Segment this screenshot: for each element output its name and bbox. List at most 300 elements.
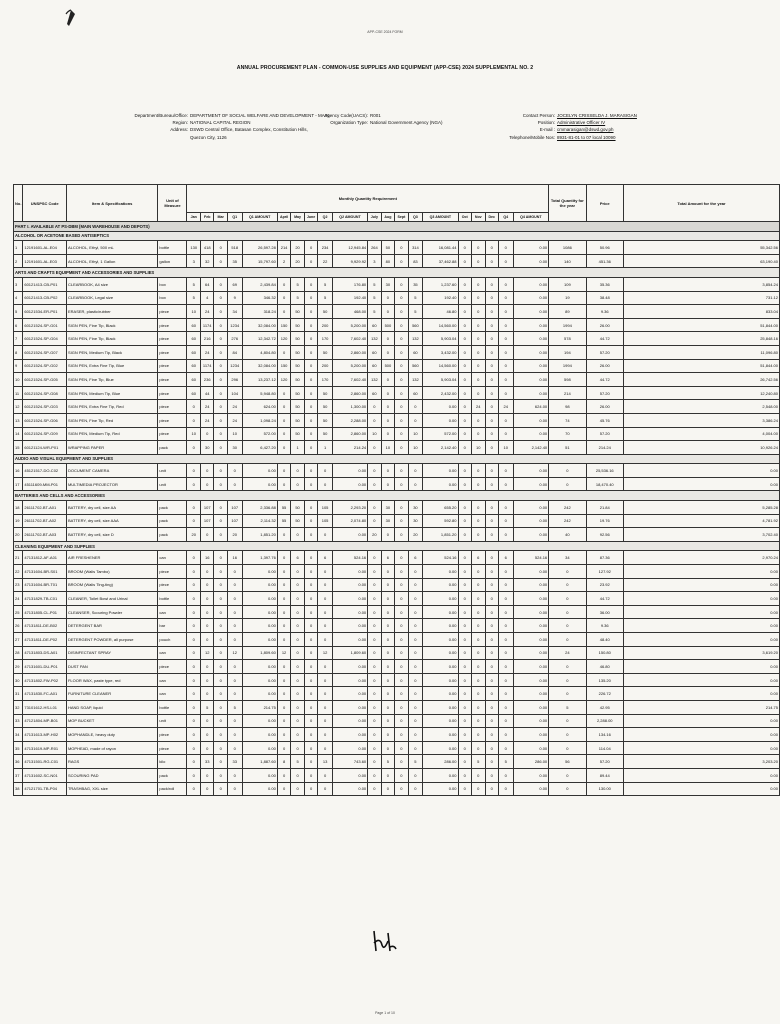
table-cell: 0: [291, 464, 305, 478]
table-cell: 13: [14, 413, 23, 427]
table-cell: DETERGENT BAR: [66, 619, 157, 633]
table-cell: 44.72: [586, 373, 623, 387]
table-cell: 32: [14, 700, 23, 714]
table-cell: 0: [458, 551, 472, 565]
table-cell: 0: [381, 373, 395, 387]
table-cell: 0: [472, 728, 486, 742]
table-cell: 5: [381, 755, 395, 769]
table-cell: 0.00: [423, 413, 458, 427]
table-cell: 0: [277, 578, 291, 592]
month-header: Q2 AMOUNT: [332, 213, 367, 222]
table-cell: 20: [291, 254, 305, 268]
month-header: Nov: [472, 213, 486, 222]
table-cell: 0: [304, 254, 318, 268]
table-cell: 0: [304, 441, 318, 455]
table-cell: 0: [485, 565, 499, 579]
table-cell: 0: [381, 700, 395, 714]
table-cell: 0: [472, 768, 486, 782]
table-cell: 0: [368, 413, 382, 427]
table-cell: 0: [187, 633, 201, 647]
month-header: April: [277, 213, 291, 222]
table-cell: 50: [291, 305, 305, 319]
table-cell: 9,929.92: [332, 254, 367, 268]
table-cell: 0: [472, 373, 486, 387]
table-cell: 114.04: [586, 741, 623, 755]
table-cell: 0: [549, 782, 586, 796]
table-cell: 0: [485, 277, 499, 291]
table-cell: 24: [14, 592, 23, 606]
table-cell: 8: [277, 755, 291, 769]
table-cell: 24: [227, 400, 242, 414]
table-cell: 1,851.20: [423, 528, 458, 542]
table-cell: 12: [200, 646, 214, 660]
table-cell: 0: [304, 673, 318, 687]
table-cell: 0: [304, 728, 318, 742]
table-cell: 655.20: [423, 501, 458, 515]
table-cell: 0: [214, 728, 228, 742]
table-cell: 0.00: [623, 477, 779, 491]
table-cell: 0: [187, 741, 201, 755]
table-cell: 0: [549, 633, 586, 647]
table-cell: 0: [200, 782, 214, 796]
month-header: Aug: [381, 213, 395, 222]
table-cell: 0: [368, 578, 382, 592]
table-cell: 0: [408, 741, 423, 755]
table-cell: 0: [499, 592, 514, 606]
table-cell: 9: [227, 291, 242, 305]
table-cell: 0: [458, 400, 472, 414]
table-cell: 0.00: [423, 660, 458, 674]
table-cell: 0: [472, 578, 486, 592]
table-cell: 0: [458, 241, 472, 255]
table-row: [14, 501, 780, 515]
table-cell: 0: [304, 633, 318, 647]
table-cell: 0: [187, 673, 201, 687]
table-cell: 60: [368, 345, 382, 359]
table-cell: 0: [318, 605, 333, 619]
table-row: [14, 673, 780, 687]
table-cell: 0: [485, 592, 499, 606]
table-cell: 3,432.00: [423, 345, 458, 359]
info-row: Position: Administrative Officer IV: [537, 120, 606, 126]
table-cell: 51: [549, 441, 586, 455]
table-cell: 11: [14, 386, 23, 400]
table-cell: 1,809.60: [332, 646, 367, 660]
table-cell: 0.00: [242, 464, 277, 478]
table-cell: 524.16: [423, 551, 458, 565]
table-cell: 16: [14, 464, 23, 478]
table-cell: CLEARBOOK, A4 size: [66, 277, 157, 291]
table-cell: 0.00: [513, 345, 549, 359]
table-cell: 12,945.84: [332, 241, 367, 255]
table-cell: 0: [499, 345, 514, 359]
procurement-table: [13, 184, 780, 796]
table-cell: 50: [381, 241, 395, 255]
table-cell: 10: [472, 441, 486, 455]
table-cell: 3: [14, 277, 23, 291]
table-cell: 24: [200, 345, 214, 359]
table-cell: 0: [227, 633, 242, 647]
table-cell: 0: [187, 441, 201, 455]
table-cell: 242: [549, 514, 586, 528]
header-no: No.: [14, 185, 23, 222]
table-cell: 0: [187, 514, 201, 528]
table-cell: 0.00: [332, 714, 367, 728]
section-heading-row: [14, 231, 780, 241]
table-cell: unit: [158, 464, 187, 478]
table-cell: 0: [304, 605, 318, 619]
table-cell: 55: [277, 514, 291, 528]
table-cell: 0: [214, 660, 228, 674]
table-cell: 0: [485, 477, 499, 491]
table-cell: 0.00: [513, 673, 549, 687]
table-cell: 0: [291, 782, 305, 796]
table-cell: 0: [408, 700, 423, 714]
table-cell: 0: [227, 619, 242, 633]
table-cell: 60121413-CB-P02: [23, 291, 67, 305]
table-cell: 0: [458, 291, 472, 305]
table-cell: 0: [200, 741, 214, 755]
table-cell: kilo: [158, 755, 187, 769]
table-cell: 518: [227, 241, 242, 255]
table-cell: 60121524-SP-G06: [23, 413, 67, 427]
table-cell: 0: [381, 646, 395, 660]
table-cell: 624.00: [242, 400, 277, 414]
table-cell: 32: [200, 254, 214, 268]
table-cell: 0: [318, 782, 333, 796]
table-cell: can: [158, 687, 187, 701]
table-cell: 40: [549, 528, 586, 542]
table-cell: 21.84: [586, 501, 623, 515]
table-cell: 5: [408, 291, 423, 305]
table-cell: 0: [485, 605, 499, 619]
table-cell: 15: [14, 441, 23, 455]
table-cell: 5: [187, 277, 201, 291]
table-cell: 0: [368, 477, 382, 491]
table-cell: 0: [472, 291, 486, 305]
table-cell: 14,560.00: [423, 359, 458, 373]
table-cell: 0.00: [332, 633, 367, 647]
table-cell: 0: [368, 768, 382, 782]
table-cell: piece: [158, 305, 187, 319]
table-cell: 0: [200, 477, 214, 491]
table-cell: 0: [381, 673, 395, 687]
table-cell: 50: [318, 305, 333, 319]
table-cell: pack: [158, 501, 187, 515]
table-cell: 0: [381, 386, 395, 400]
table-cell: 318.24: [242, 305, 277, 319]
header-amount: Total Amount for the year: [623, 185, 779, 222]
table-cell: 10: [187, 305, 201, 319]
table-cell: unit: [158, 714, 187, 728]
table-cell: 50: [318, 413, 333, 427]
table-cell: 0: [304, 741, 318, 755]
table-cell: 0.00: [513, 633, 549, 647]
table-cell: 5: [14, 305, 23, 319]
table-cell: 214: [277, 241, 291, 255]
table-cell: 0: [485, 619, 499, 633]
table-cell: 0.00: [423, 400, 458, 414]
table-cell: 0: [499, 673, 514, 687]
table-cell: 7,602.40: [332, 373, 367, 387]
table-cell: 0: [381, 427, 395, 441]
table-cell: 0.00: [423, 592, 458, 606]
table-cell: 0.00: [513, 332, 549, 346]
table-cell: 30: [227, 441, 242, 455]
table-cell: 3,854.24: [623, 277, 779, 291]
table-cell: 2,970.24: [623, 551, 779, 565]
table-cell: 0: [485, 332, 499, 346]
table-cell: 0: [458, 277, 472, 291]
table-cell: 0: [395, 741, 409, 755]
table-cell: 0.00: [623, 728, 779, 742]
table-cell: 24: [499, 400, 514, 414]
table-cell: 1,098.24: [242, 413, 277, 427]
table-cell: 0: [458, 305, 472, 319]
table-cell: 1,300.00: [332, 400, 367, 414]
table-cell: 0: [549, 619, 586, 633]
table-cell: 0: [304, 345, 318, 359]
table-cell: 0: [304, 782, 318, 796]
table-cell: DOCUMENT CAMERA: [66, 464, 157, 478]
table-row: [14, 528, 780, 542]
table-cell: 0: [408, 592, 423, 606]
table-row: [14, 687, 780, 701]
table-cell: 0: [499, 660, 514, 674]
month-header: Q2: [318, 213, 333, 222]
table-cell: 226.72: [586, 687, 623, 701]
table-cell: 1,397.76: [242, 551, 277, 565]
table-cell: 0: [499, 605, 514, 619]
table-cell: 3: [187, 254, 201, 268]
table-cell: 2,439.84: [242, 277, 277, 291]
table-cell: 0.00: [332, 782, 367, 796]
table-cell: 0: [291, 768, 305, 782]
table-cell: 0: [485, 373, 499, 387]
table-cell: 0: [277, 714, 291, 728]
table-cell: 60: [368, 386, 382, 400]
table-cell: 0.00: [332, 528, 367, 542]
table-cell: 0: [187, 660, 201, 674]
table-cell: 0: [472, 345, 486, 359]
table-cell: 0: [381, 291, 395, 305]
table-cell: 0: [381, 565, 395, 579]
table-cell: 0: [214, 633, 228, 647]
table-cell: 0: [499, 741, 514, 755]
table-cell: 0: [472, 673, 486, 687]
table-cell: 26111702-BT-A03: [23, 528, 67, 542]
table-cell: 30: [381, 501, 395, 515]
table-cell: 45.76: [586, 413, 623, 427]
table-cell: SIGN PEN, Medium Tip, Red: [66, 427, 157, 441]
table-cell: 0: [472, 305, 486, 319]
table-cell: 63,190.40: [623, 254, 779, 268]
table-cell: 0.00: [623, 782, 779, 796]
table-cell: 5: [187, 291, 201, 305]
table-cell: 25: [14, 605, 23, 619]
table-cell: MOPHEAD, made of rayon: [66, 741, 157, 755]
table-cell: 0: [549, 578, 586, 592]
table-cell: 0: [499, 291, 514, 305]
table-cell: 0: [499, 386, 514, 400]
table-cell: 0: [408, 464, 423, 478]
table-cell: 0: [214, 605, 228, 619]
table-cell: 0: [304, 477, 318, 491]
table-cell: 0: [395, 782, 409, 796]
table-cell: box: [158, 277, 187, 291]
table-cell: 13: [318, 755, 333, 769]
table-cell: 0: [277, 700, 291, 714]
table-cell: 1,851.20: [242, 528, 277, 542]
table-cell: 87.36: [586, 551, 623, 565]
table-cell: 0: [304, 241, 318, 255]
table-cell: 150: [277, 359, 291, 373]
table-cell: 60121534-ER-P01: [23, 305, 67, 319]
contact-info: [475, 112, 637, 141]
table-cell: 0: [318, 633, 333, 647]
table-cell: 0: [499, 768, 514, 782]
table-row: [14, 755, 780, 769]
table-cell: 24: [472, 400, 486, 414]
table-cell: pack: [158, 441, 187, 455]
table-cell: BATTERY, dry cell, size AA: [66, 501, 157, 515]
table-cell: DISINFECTANT SPRAY: [66, 646, 157, 660]
table-cell: 0.00: [332, 464, 367, 478]
table-cell: 418: [200, 241, 214, 255]
table-cell: 0: [499, 714, 514, 728]
table-cell: 0: [499, 619, 514, 633]
table-row: [14, 605, 780, 619]
table-cell: 60121524-SP-G08: [23, 386, 67, 400]
table-cell: 0: [458, 477, 472, 491]
table-cell: 9.36: [586, 619, 623, 633]
table-cell: 0: [304, 565, 318, 579]
section-heading: ALCOHOL OR ACETONE BASED ANTISEPTICS: [14, 231, 780, 241]
table-cell: 0: [277, 345, 291, 359]
table-cell: 60: [408, 386, 423, 400]
table-cell: 15,797.60: [242, 254, 277, 268]
table-cell: 0: [214, 687, 228, 701]
table-cell: 16: [227, 551, 242, 565]
table-cell: 0: [381, 728, 395, 742]
table-cell: 0: [187, 782, 201, 796]
table-cell: 5: [291, 291, 305, 305]
table-cell: 598: [549, 373, 586, 387]
table-cell: 44.72: [586, 592, 623, 606]
table-cell: 10: [408, 441, 423, 455]
table-cell: 0: [499, 477, 514, 491]
table-cell: SIGN PEN, Fine Tip, Blue: [66, 373, 157, 387]
table-cell: 0.00: [242, 714, 277, 728]
table-cell: 0: [485, 687, 499, 701]
table-cell: 0: [395, 413, 409, 427]
table-cell: 0: [304, 714, 318, 728]
table-cell: 0.00: [513, 646, 549, 660]
part-heading: PART I. AVAILABLE AT PS-DBM (MAIN WAREHOUSE AND DEPOTS): [14, 222, 780, 232]
table-cell: 0: [277, 619, 291, 633]
month-header: Sept: [395, 213, 409, 222]
table-cell: 0: [485, 700, 499, 714]
table-cell: 0: [395, 646, 409, 660]
info-row: Organization Type: National Government Agency (NGA): [330, 120, 443, 126]
table-cell: 0: [472, 619, 486, 633]
table-cell: 0.00: [423, 714, 458, 728]
header-code: UNSPSC Code: [23, 185, 67, 222]
table-row: [14, 332, 780, 346]
table-cell: 47121804-MP-B01: [23, 714, 67, 728]
table-cell: 0: [395, 359, 409, 373]
month-header: Mar: [214, 213, 228, 222]
table-cell: 0: [408, 728, 423, 742]
table-cell: 0: [485, 501, 499, 515]
section-heading-row: [14, 268, 780, 278]
table-cell: 3,619.20: [623, 646, 779, 660]
section-heading-row: [14, 541, 780, 551]
table-cell: 0: [485, 578, 499, 592]
table-cell: BATTERY, dry cell, size D: [66, 528, 157, 542]
table-cell: 0.00: [623, 619, 779, 633]
table-cell: 0: [395, 633, 409, 647]
table-cell: 0.00: [332, 619, 367, 633]
table-cell: piece: [158, 413, 187, 427]
table-cell: 23.92: [586, 578, 623, 592]
table-cell: ERASER, plastic/rubber: [66, 305, 157, 319]
table-cell: 0: [458, 565, 472, 579]
table-cell: 0: [277, 464, 291, 478]
table-cell: 33: [200, 755, 214, 769]
table-cell: 0.00: [623, 687, 779, 701]
table-cell: 0: [408, 413, 423, 427]
table-cell: 216: [200, 332, 214, 346]
table-cell: 57.20: [586, 427, 623, 441]
table-row: [14, 565, 780, 579]
table-cell: 0: [200, 592, 214, 606]
table-cell: 0: [304, 413, 318, 427]
table-cell: bottle: [158, 700, 187, 714]
table-cell: 2,548.00: [623, 400, 779, 414]
table-cell: 30: [381, 514, 395, 528]
table-cell: 0: [458, 332, 472, 346]
table-cell: 0: [277, 386, 291, 400]
table-cell: 0: [318, 565, 333, 579]
table-cell: 0: [458, 728, 472, 742]
table-cell: 1,809.60: [242, 646, 277, 660]
table-row: [14, 578, 780, 592]
table-cell: 0: [395, 400, 409, 414]
table-cell: 0: [381, 592, 395, 606]
table-cell: 0: [549, 605, 586, 619]
table-cell: SIGN PEN, Fine Tip, Black: [66, 332, 157, 346]
table-cell: 0.00: [242, 633, 277, 647]
table-cell: 0: [408, 619, 423, 633]
table-cell: 30: [381, 277, 395, 291]
table-cell: 0: [472, 427, 486, 441]
table-cell: 214.24: [332, 441, 367, 455]
table-cell: 47131802-FW-P02: [23, 673, 67, 687]
table-cell: 32,084.00: [242, 359, 277, 373]
table-cell: 134.16: [586, 728, 623, 742]
table-cell: 5: [200, 700, 214, 714]
table-cell: 0: [187, 592, 201, 606]
table-cell: 0: [485, 660, 499, 674]
table-cell: 0: [395, 660, 409, 674]
table-cell: 47131619-MP-R01: [23, 741, 67, 755]
table-cell: 0: [277, 427, 291, 441]
table-row: [14, 551, 780, 565]
table-cell: 12191601-AL-E03: [23, 254, 67, 268]
table-cell: 0: [200, 528, 214, 542]
table-cell: 1174: [200, 318, 214, 332]
